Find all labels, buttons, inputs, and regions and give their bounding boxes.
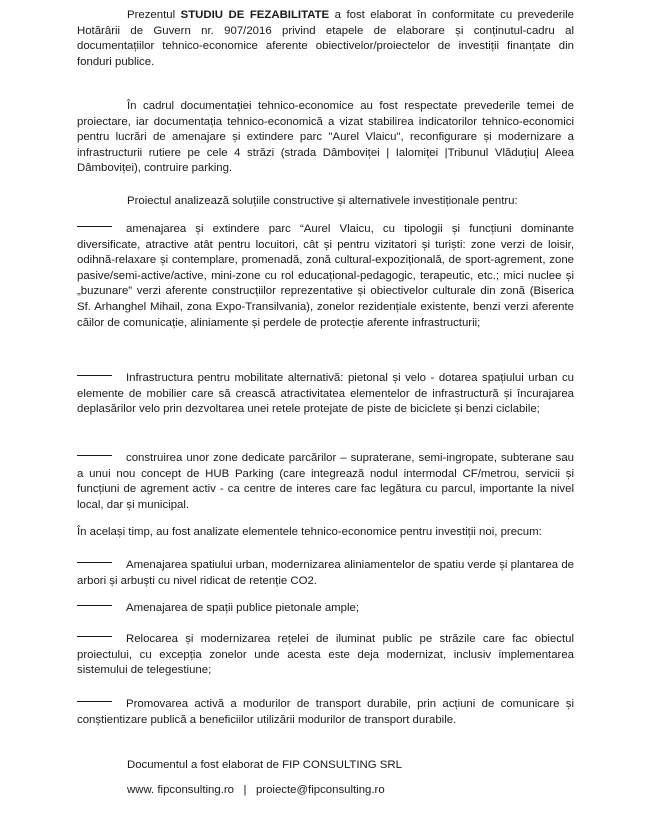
dash-marker: [77, 605, 112, 606]
study-title-bold: STUDIU DE FEZABILITATE: [180, 9, 330, 21]
email-link[interactable]: proiecte@fipconsulting.ro: [255, 784, 385, 796]
element-item: [77, 601, 574, 617]
dash-marker: [77, 226, 112, 227]
element-item: [77, 697, 574, 728]
intro-text-end: a fost elaborat în conformitate cu prevederile Hotărârii de Guvern nr. 907/2016 privind etapele de elaborare și conținutul-cadru al documentațiilor tehnico-economice aferente obiectivelor/proiectelor de investiții finanțate din fonduri publice.: [77, 9, 574, 68]
intro-paragraph-1: [77, 8, 574, 70]
credit-line: Documentul a fost elaborat de FIP CONSULTING SRL: [127, 759, 402, 771]
solution-text: construirea unor zone dedicate parcărilor – supraterane, semi-ingropate, subterane sau a unui nou concept de HUB Parking (care integrează nodul intermodal CF/metrou, servicii și funcțiuni de agrement activ - ca centre de interes care fac legătura cu parcul, importante la nivel local, dar și municipal.: [77, 452, 574, 511]
dash-marker: [77, 562, 112, 563]
intro-paragraph-3: Proiectul analizează soluțiile constructive și alternativele investiționale pentru:: [127, 195, 518, 207]
analysis-intro: În același timp, au fost analizate elementele tehnico-economice pentru investiții noi, precum:: [77, 526, 542, 538]
solution-text: amenajarea și extindere parc “Aurel Vlaicu, cu tipologii și funcțiuni dominante diversificate, atractive atât pentru locuitori, cât și pentru vizitatori și turiști: zone verzi de loisir, odihnă-relaxare și contemplare, promenadă, zonă cultural-expozițională, de sport-agrement, zone pasive/semi-active/active, mini-zone cu rol educațional-pedagogic, terapeutic, etc.; mici nuclee și „buzunare” verzi aferente construcțiilor reprezentative și obiectivelor culturale din zonă (Biserica Sf. Arhanghel Mihail, zona Expo-Transilvania), zonelor rezidențiale existente, benzi verzi aferente căilor de comunicație, aliniamente și perdele de protecție aferente infrastructurii;: [77, 223, 574, 329]
contact-separator: |: [243, 784, 247, 796]
solution-item: [77, 222, 574, 331]
element-text: Amenajarea de spații publice pietonale ample;: [126, 602, 360, 614]
solution-item: [77, 371, 574, 418]
solution-item: [77, 451, 574, 513]
website-link[interactable]: www. fipconsulting.ro: [127, 784, 234, 796]
element-text: Relocarea și modernizarea rețelei de iluminat public pe străzile care fac obiectul proiectului, cu excepția zonelor unde acesta este deja modernizat, inclusiv implementarea sistemului de telegestiune;: [77, 633, 574, 677]
dash-marker: [77, 636, 112, 637]
element-item: [77, 558, 574, 589]
element-text: Promovarea activă a modurilor de transport durabile, prin acțiuni de comunicare și conștientizare publică a beneficiilor utilizării modurilor de transport durabile.: [77, 698, 574, 726]
intro-text-start: Prezentul: [127, 9, 181, 21]
dash-marker: [77, 455, 112, 456]
solution-text: Infrastructura pentru mobilitate alternativă: pietonal și velo - dotarea spațiului urban cu elemente de mobilier care să crească atractivitatea elementelor de infrastructură și încurajarea deplasărilor velo prin dezvoltarea unei retele protejate de piste de biciclete și benzi ciclabile;: [77, 372, 574, 416]
contact-line: [127, 783, 567, 799]
element-text: Amenajarea spatiului urban, modernizarea aliniamentelor de spatiu verde și plantarea de arbori și arbuști cu nivel ridicat de retenție CO2.: [77, 559, 574, 587]
dash-marker: [77, 375, 112, 376]
intro-paragraph-2: În cadrul documentației tehnico-economice au fost respectate prevederile temei de proiectare, iar documentația tehnico-economică a vizat stabilirea indicatorilor tehnico-economici pentru lucrări de amenajare și extindere parc "Aurel Vlaicu", reconfigurare și modernizare a infrastructurii rutiere pe cele 4 străzi (strada Dâmboviței | Ialomiței |Tribunul Vlăduțiu| Aleea Dâmboviței), contruire parking.: [77, 100, 574, 175]
dash-marker: [77, 701, 112, 702]
element-item: [77, 632, 574, 679]
